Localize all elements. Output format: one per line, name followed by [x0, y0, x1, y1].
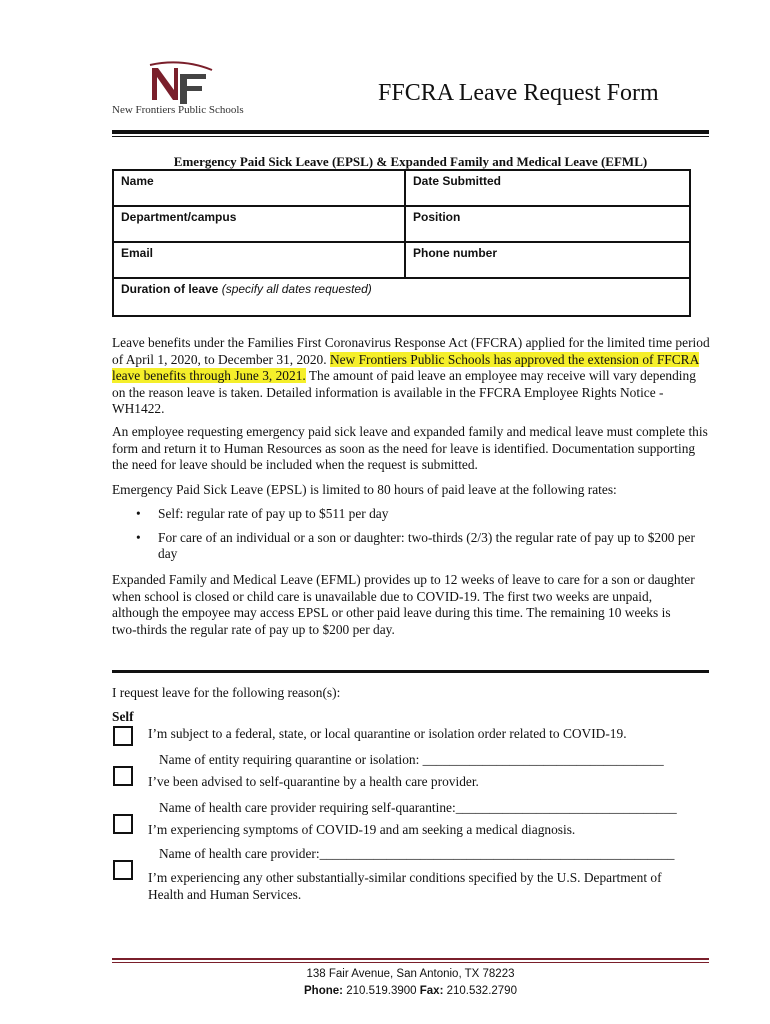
- date-submitted-field[interactable]: [406, 171, 689, 205]
- email-field[interactable]: [114, 243, 406, 277]
- self-quarantine-provider-line[interactable]: Name of health care provider requiring self-quarantine:_________________________________: [159, 800, 677, 815]
- duration-hint: (specify all dates requested): [221, 282, 372, 296]
- symptoms-checkbox[interactable]: [113, 814, 133, 834]
- department-field[interactable]: [114, 207, 406, 241]
- logo-caption: New Frontiers Public Schools: [112, 104, 244, 116]
- footer-address: 138 Fair Avenue, San Antonio, TX 78223: [306, 968, 515, 980]
- section-divider: [112, 670, 709, 673]
- self-quarantine-label: I’ve been advised to self-quarantine by a health care provider.: [148, 774, 479, 789]
- other-conditions-label: I’m experiencing any other substantially-similar conditions specified by the U.S. Department of Health and Human Services.: [148, 870, 662, 902]
- form-row: [114, 171, 689, 207]
- email-label: Email: [121, 246, 154, 260]
- date-submitted-label: Date Submitted: [413, 174, 502, 188]
- header-divider-thin: [112, 136, 709, 137]
- quarantine-order-checkbox[interactable]: [113, 726, 133, 746]
- p1-start: Leave benefits under the Families First Coronavirus Response Act (FFCRA) applied for the limited time period of April 1, 2020, to December 31, 2020.: [112, 335, 710, 367]
- p1-end: The amount of paid leave an employee may receive will vary depending on the reason leave is taken. Detailed information is available in the FFCRA Employee Rights Notice - WH1422.: [112, 368, 696, 416]
- footer-divider: [112, 958, 709, 960]
- page-title: FFCRA Leave Request Form: [378, 80, 659, 106]
- list-item: • Self: regular rate of pay up to $511 per day: [112, 506, 702, 523]
- phone-label: Phone number: [413, 246, 498, 260]
- footer-contact: [112, 985, 709, 997]
- position-label: Position: [413, 210, 461, 224]
- form-row: [114, 243, 689, 279]
- other-conditions-checkbox[interactable]: [113, 860, 133, 880]
- epsl-paragraph: Emergency Paid Sick Leave (EPSL) is limited to 80 hours of paid leave at the following rates:: [112, 482, 617, 497]
- form-row: [114, 207, 689, 243]
- quarantine-order-label: I’m subject to a federal, state, or local quarantine or isolation order related to COVID-19.: [148, 726, 627, 741]
- form-row: [114, 279, 689, 315]
- position-field[interactable]: [406, 207, 689, 241]
- symptoms-label: I’m experiencing symptoms of COVID-19 and am seeking a medical diagnosis.: [148, 822, 576, 837]
- duration-field[interactable]: [114, 279, 689, 315]
- nf-logo-mark: [112, 60, 252, 108]
- list-item: • For care of an individual or a son or daughter: two-thirds (2/3) the regular rate of pay up to $200 per day: [112, 530, 702, 563]
- efml-paragraph: Expanded Family and Medical Leave (EFML) provides up to 12 weeks of leave to care for a son or daughter when school is closed or child care is unavailable due to COVID-19. The first two weeks are unpaid, although the empoyee may access EPSL or other paid leave during this time. The remaining 10 weeks is two-thirds the regular rate of pay up to $200 per day.: [112, 572, 695, 637]
- self-quarantine-checkbox[interactable]: [113, 766, 133, 786]
- fax-label-text: Fax:: [419, 985, 444, 997]
- phone-number: 210.519.3900: [346, 985, 417, 997]
- form-subtitle: Emergency Paid Sick Leave (EPSL) & Expanded Family and Medical Leave (EFML): [173, 154, 648, 169]
- name-field[interactable]: [114, 171, 406, 205]
- reasons-intro: I request leave for the following reason(s):: [112, 685, 341, 700]
- quarantine-entity-line[interactable]: Name of entity requiring quarantine or isolation: ____________________________________: [159, 752, 664, 767]
- epsl-rates-list: [112, 506, 702, 570]
- request-instructions-paragraph: An employee requesting emergency paid sick leave and expanded family and medical leave must complete this form and return it to Human Resources as soon as the need for leave is identified. Documentation supporting the need for leave should be included when the request is submitted.: [112, 424, 708, 472]
- duration-label: Duration of leave: [121, 282, 219, 296]
- fax-number: 210.532.2790: [446, 985, 517, 997]
- self-heading: Self: [112, 709, 134, 724]
- footer-divider-thin: [112, 962, 709, 963]
- extension-highlight: New Frontiers Public Schools has approved the extension of FFCRA leave benefits through June 3, 2021.: [112, 351, 700, 383]
- phone-label-text: Phone:: [304, 985, 343, 997]
- ffcra-intro-paragraph: [112, 335, 712, 418]
- department-label: Department/campus: [121, 210, 237, 224]
- request-form-table: [112, 169, 691, 317]
- header-divider: [112, 130, 709, 134]
- name-label: Name: [121, 174, 154, 188]
- symptoms-provider-line[interactable]: Name of health care provider:_____________________________________________________: [159, 846, 675, 861]
- phone-field[interactable]: [406, 243, 689, 277]
